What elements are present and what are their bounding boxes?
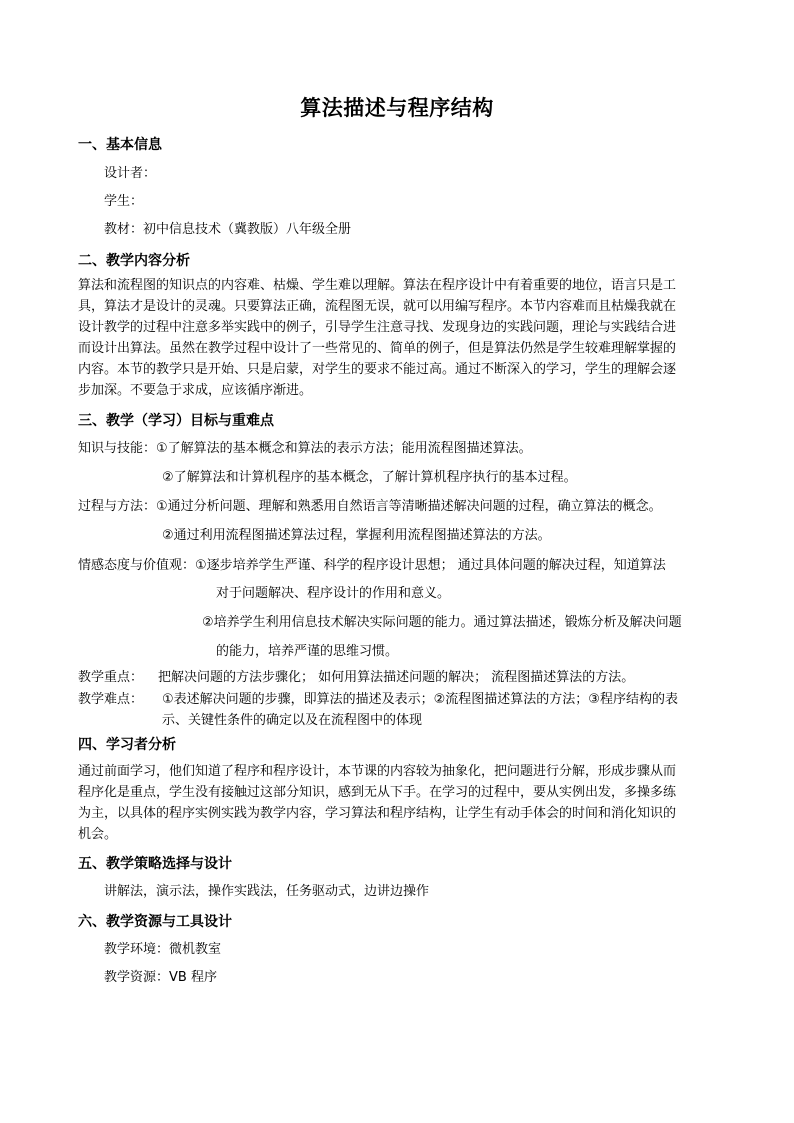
section-2-heading: 二、教学内容分析: [78, 253, 190, 269]
difficulty-row: [78, 690, 678, 710]
learner-analysis-paragraph: [78, 761, 720, 845]
process-goal-1: 过程与方法：①通过分析问题、理解和熟悉用自然语言等清晰描述解决问题的过程，确立算法的概念。: [78, 499, 662, 514]
paragraph-line: 步加深。不要急于求成，应该循序渐进。: [78, 383, 313, 398]
emotion-goal-2: ②培养学生利用信息技术解决实际问题的能力。通过算法描述，锻炼分析及解决问题: [202, 615, 682, 630]
section-4-heading: 四、学习者分析: [78, 737, 176, 753]
knowledge-goal-1: 知识与技能：①了解算法的基本概念和算法的表示方法；能用流程图描述算法。: [78, 441, 532, 456]
difficulty-text-cont: 示、关键性条件的确定以及在流程图中的体现: [162, 713, 423, 728]
textbook-line: 教材：初中信息技术（冀教版）八年级全册: [104, 222, 352, 237]
difficulty-text: ①表述解决问题的步骤，即算法的描述及表示；②流程图描述算法的方法；③程序结构的表: [162, 692, 678, 707]
process-goal-2: ②通过利用流程图描述算法过程，掌握利用流程图描述算法的方法。: [162, 528, 551, 543]
key-point-label: 教学重点：: [78, 670, 144, 685]
difficulty-label: 教学难点：: [78, 692, 144, 707]
paragraph-line: 程序化是重点，学生没有接触过这部分知识，感到无从下手。在学习的过程中，要从实例出发，多操多练: [78, 785, 677, 800]
designer-line: 设计者：: [104, 166, 157, 181]
resources-line: 教学资源：VB 程序: [104, 970, 217, 985]
section-6-heading: 六、教学资源与工具设计: [78, 914, 232, 930]
section-3-heading: 三、教学（学习）目标与重难点: [78, 413, 274, 429]
emotion-goal-1-cont: 对于问题解决、程序设计的作用和意义。: [216, 586, 451, 601]
key-point-text: 把解决问题的方法步骤化； 如何用算法描述问题的解决； 流程图描述算法的方法。: [158, 670, 635, 685]
emotion-goal-2-cont: 的能力，培养严谨的思维习惯。: [216, 644, 399, 659]
knowledge-goal-2: ②了解算法和计算机程序的基本概念，了解计算机程序执行的基本过程。: [162, 470, 577, 485]
environment-line: 教学环境：微机教室: [104, 942, 222, 957]
section-1-heading: 一、基本信息: [78, 137, 162, 153]
paragraph-line: 算法和流程图的知识点的内容难、枯燥、学生难以理解。算法在程序设计中有着重要的地位，语言只是工: [78, 278, 677, 293]
emotion-goal-1: 情感态度与价值观：①逐步培养学生严谨、科学的程序设计思想； 通过具体问题的解决过程，知道算法: [78, 558, 666, 573]
paragraph-line: 内容。本节的教学只是开始、只是启蒙，对学生的要求不能过高。通过不断深入的学习，学生的理解会逐: [78, 362, 677, 377]
content-analysis-paragraph: [78, 275, 720, 401]
paragraph-line: 通过前面学习，他们知道了程序和程序设计，本节课的内容较为抽象化，把问题进行分解，形成步骤从而: [78, 764, 677, 779]
paragraph-line: 而设计出算法。虽然在教学过程中设计了一些常见的、简单的例子，但是算法仍然是学生较难理解掌握的: [78, 341, 677, 356]
student-line: 学生：: [104, 194, 144, 209]
key-point-row: [78, 668, 634, 688]
paragraph-line: 设计教学的过程中注意多举实践中的例子，引导学生注意寻找、发现身边的实践问题，理论与实践结合进: [78, 320, 677, 335]
strategy-line: 讲解法，演示法，操作实践法，任务驱动式，边讲边操作: [104, 884, 430, 899]
paragraph-line: 为主，以具体的程序实例实践为教学内容，学习算法和程序结构，让学生有动手体会的时间和消化知识的: [78, 806, 677, 821]
paragraph-line: 机会。: [78, 827, 118, 842]
document-title: 算法描述与程序结构: [300, 96, 494, 120]
paragraph-line: 具，算法才是设计的灵魂。只要算法正确，流程图无误，就可以用编写程序。本节内容难而且枯燥我就在: [78, 299, 677, 314]
section-5-heading: 五、教学策略选择与设计: [78, 856, 232, 872]
